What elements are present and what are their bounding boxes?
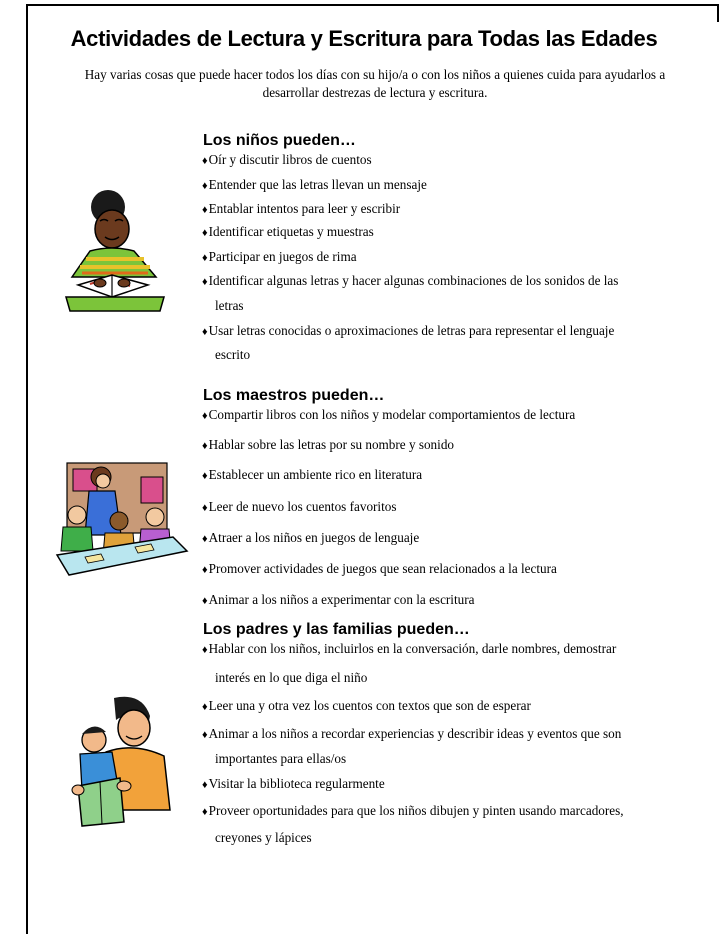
intro-line-2: desarrollar destrezas de lectura y escritura. bbox=[262, 85, 488, 100]
list-item: ♦Visitar la biblioteca regularmente bbox=[202, 776, 385, 791]
list-item: ♦Animar a los niños a experimentar con la escritura bbox=[202, 592, 475, 607]
list-item: ♦Atraer a los niños en juegos de lenguaje bbox=[202, 530, 420, 545]
list-item-continuation: creyones y lápices bbox=[215, 830, 312, 845]
intro-line-1: Hay varias cosas que puede hacer todos los días con su hijo/a o con los niños a quienes cuida para ayudarlos a bbox=[84, 67, 666, 82]
list-item: ♦Participar en juegos de rima bbox=[202, 249, 357, 264]
list-item: ♦Identificar etiquetas y muestras bbox=[202, 224, 374, 239]
section-heading-parents: Los padres y las familias pueden… bbox=[203, 621, 470, 638]
list-item: ♦Entablar intentos para leer y escribir bbox=[202, 201, 401, 216]
page-border-top bbox=[26, 4, 719, 6]
list-item: ♦Hablar con los niños, incluirlos en la conversación, darle nombres, demostrar bbox=[202, 641, 617, 656]
child-reading-illustration bbox=[60, 185, 170, 315]
list-item-continuation: interés en lo que diga el niño bbox=[215, 670, 368, 685]
page-border-right bbox=[717, 4, 719, 22]
teacher-with-children-illustration bbox=[55, 455, 190, 580]
page-border-left bbox=[26, 4, 28, 934]
page-title: Actividades de Lectura y Escritura para Todas las Edades bbox=[70, 26, 658, 51]
list-item: ♦Leer una y otra vez los cuentos con textos que son de esperar bbox=[202, 698, 531, 713]
list-item: ♦Usar letras conocidas o aproximaciones de letras para representar el lenguaje bbox=[202, 323, 615, 338]
list-item: ♦Animar a los niños a recordar experiencias y describir ideas y eventos que son bbox=[202, 726, 622, 741]
list-item: ♦Proveer oportunidades para que los niños dibujen y pinten usando marcadores, bbox=[202, 803, 624, 818]
section-heading-teachers: Los maestros pueden… bbox=[203, 387, 385, 404]
parent-with-child-illustration bbox=[60, 690, 180, 830]
intro-paragraph bbox=[55, 66, 695, 102]
list-item-continuation: escrito bbox=[215, 347, 251, 362]
list-item: ♦Compartir libros con los niños y modelar comportamientos de lectura bbox=[202, 407, 576, 422]
list-item: ♦Identificar algunas letras y hacer algunas combinaciones de los sonidos de las bbox=[202, 273, 619, 288]
list-item: ♦Oír y discutir libros de cuentos bbox=[202, 152, 372, 167]
list-item: ♦Promover actividades de juegos que sean relacionados a la lectura bbox=[202, 561, 557, 576]
list-item: ♦Establecer un ambiente rico en literatura bbox=[202, 467, 423, 482]
section-heading-children: Los niños pueden… bbox=[203, 132, 356, 149]
list-item: ♦Entender que las letras llevan un mensaje bbox=[202, 177, 427, 192]
list-item: ♦Hablar sobre las letras por su nombre y sonido bbox=[202, 437, 455, 452]
list-item-continuation: importantes para ellas/os bbox=[215, 751, 347, 766]
list-item: ♦Leer de nuevo los cuentos favoritos bbox=[202, 499, 397, 514]
list-item-continuation: letras bbox=[215, 298, 244, 313]
